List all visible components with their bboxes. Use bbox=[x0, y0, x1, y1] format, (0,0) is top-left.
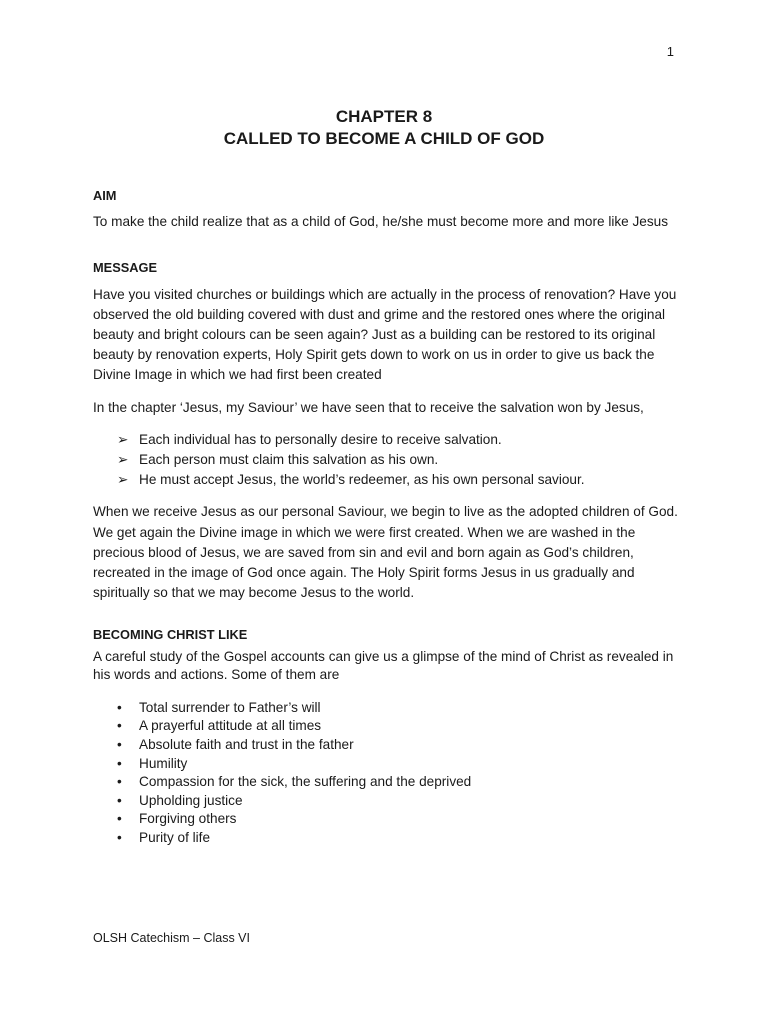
aim-text: To make the child realize that as a child of God, he/she must become more and more like Jesus bbox=[93, 214, 668, 230]
list-item bbox=[117, 792, 683, 811]
list-item-text: Total surrender to Father’s will bbox=[139, 699, 321, 715]
bullet-icon: • bbox=[117, 830, 122, 845]
list-item bbox=[117, 736, 683, 755]
list-item bbox=[117, 755, 683, 774]
message-heading: MESSAGE bbox=[93, 260, 157, 276]
list-item bbox=[117, 810, 683, 829]
message-paragraph-2: In the chapter ‘Jesus, my Saviour’ we have seen that to receive the salvation won by Jesus, bbox=[93, 399, 644, 415]
list-item-text: A prayerful attitude at all times bbox=[139, 718, 322, 734]
list-item-text: Upholding justice bbox=[139, 792, 243, 808]
bullet-icon: • bbox=[117, 737, 122, 753]
chapter-number: CHAPTER 8 bbox=[335, 107, 433, 126]
christ-traits-list bbox=[93, 699, 683, 848]
arrow-bullet-icon: ➢ bbox=[117, 452, 129, 468]
list-item-text: Humility bbox=[139, 755, 188, 771]
list-item-text: Compassion for the sick, the suffering and the deprived bbox=[139, 774, 472, 790]
list-item bbox=[117, 699, 683, 718]
arrow-bullet-icon: ➢ bbox=[117, 472, 129, 488]
becoming-christ-like-heading: BECOMING CHRIST LIKE bbox=[93, 627, 248, 643]
page-number: 1 bbox=[666, 44, 674, 59]
bullet-icon: • bbox=[117, 774, 122, 790]
bullet-icon: • bbox=[117, 792, 122, 808]
list-item-text: Purity of life bbox=[139, 830, 211, 845]
chapter-title: CALLED TO BECOME A CHILD OF GOD bbox=[223, 129, 545, 148]
chapter-title-block bbox=[0, 106, 768, 150]
becoming-intro: A careful study of the Gospel accounts can give us a glimpse of the mind of Christ as revealed in his words and actions. Some of them are bbox=[93, 648, 674, 683]
list-item bbox=[117, 450, 683, 470]
list-item bbox=[117, 717, 683, 736]
list-item-text: Each person must claim this salvation as his own. bbox=[139, 452, 439, 468]
page-footer: OLSH Catechism – Class VI bbox=[93, 931, 250, 945]
list-item bbox=[117, 430, 683, 450]
message-paragraph-3: When we receive Jesus as our personal Saviour, we begin to live as the adopted children of God. We get again the Divine image in which we were first created. When we are washed in the precious blood of Jesus, we are saved from sin and evil and born again as God’s children, recreated in the image of God once again. The Holy Spirit forms Jesus in us gradually and spiritually so that we may become Jesus to the world. bbox=[93, 504, 678, 601]
page-content bbox=[93, 186, 683, 848]
bullet-icon: • bbox=[117, 718, 122, 734]
list-item-text: Forgiving others bbox=[139, 811, 237, 827]
bullet-icon: • bbox=[117, 755, 122, 771]
aim-heading: AIM bbox=[93, 188, 117, 203]
list-item bbox=[117, 773, 683, 792]
message-paragraph-1: Have you visited churches or buildings which are actually in the process of renovation? Have you observed the old building covered with dust and grime and the restored ones where the original beauty and bright colours can be seen again? Just as a building can be restored to its original beauty by renovation experts, Holy Spirit gets down to work on us in order to give us back the Divine Image in which we had first been created bbox=[93, 286, 677, 383]
arrow-bullet-icon: ➢ bbox=[117, 431, 129, 447]
list-item bbox=[117, 470, 683, 490]
list-item-text: Each individual has to personally desire to receive salvation. bbox=[139, 431, 502, 447]
list-item-text: Absolute faith and trust in the father bbox=[139, 737, 354, 753]
salvation-points-list bbox=[93, 430, 683, 491]
list-item bbox=[117, 829, 683, 848]
list-item-text: He must accept Jesus, the world’s redeemer, as his own personal saviour. bbox=[139, 472, 585, 488]
bullet-icon: • bbox=[117, 811, 122, 827]
bullet-icon: • bbox=[117, 699, 122, 715]
